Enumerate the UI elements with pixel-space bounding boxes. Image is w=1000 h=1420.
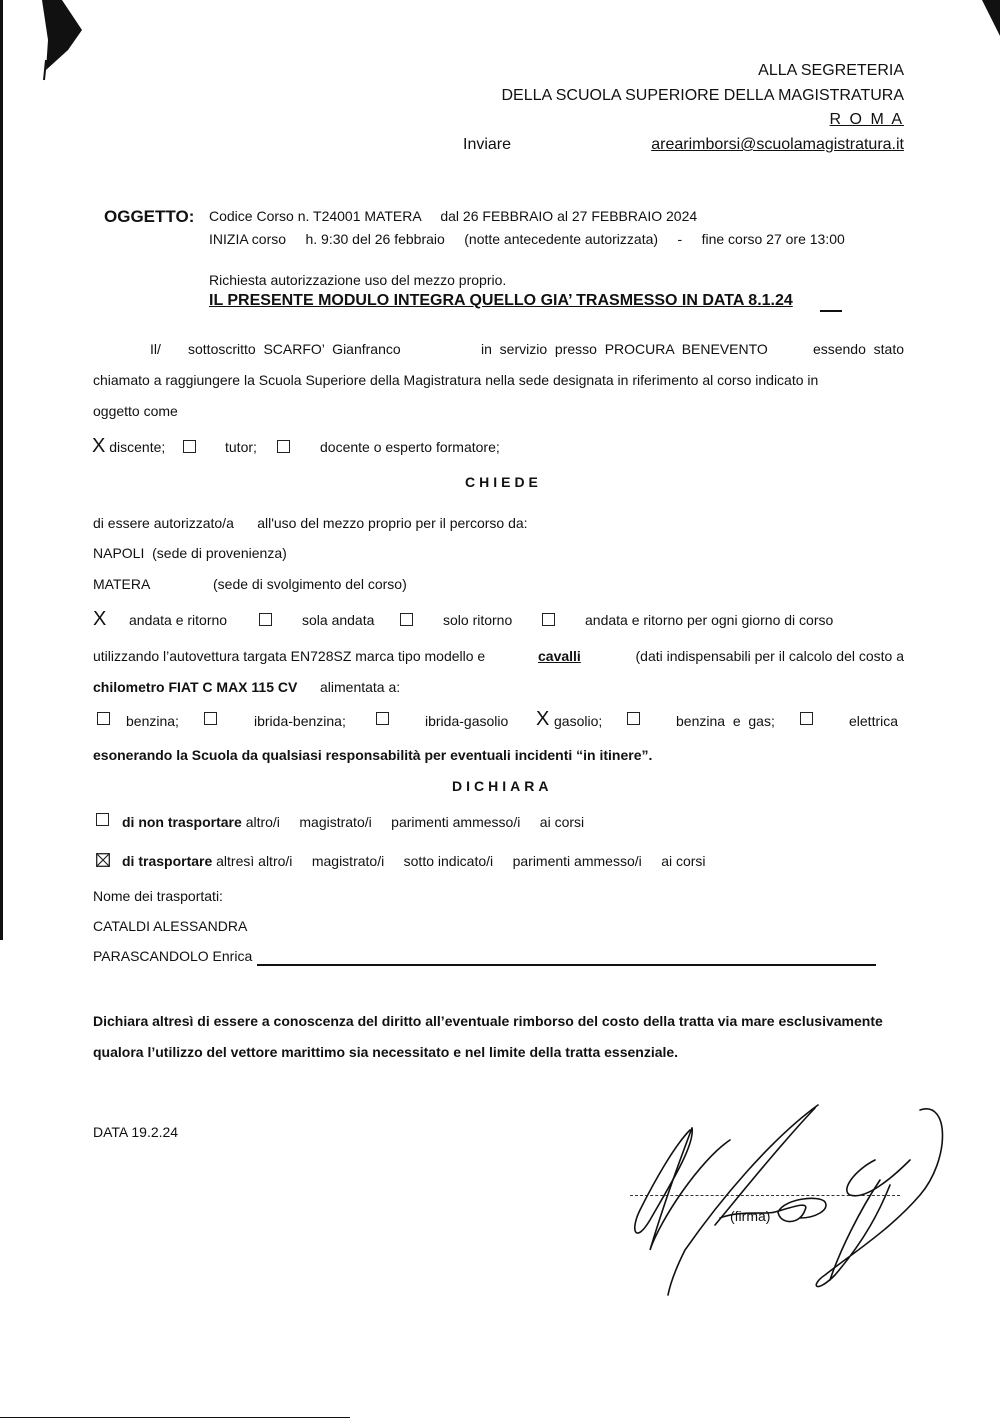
role-row xyxy=(92,436,165,456)
sea-line-2: qualora l’utilizzo del vettore marittimo sia necessitato e nel limite della tratta essenziale. xyxy=(93,1044,679,1060)
no-transport-rest: altro/i magistrato/i parimenti ammesso/i ai corsi xyxy=(245,814,585,830)
role-tutor-label: tutor; xyxy=(225,439,257,455)
fuel-gasolio-label: gasolio; xyxy=(554,713,603,729)
sea-line-1: Dichiara altresì di essere a conoscenza del diritto all’eventuale rimborso del costo della tratta via mare esclusivamente xyxy=(93,1013,883,1029)
liability-text: esonerando la Scuola da qualsiasi responsabilità per eventuali incidenti “in itinere”. xyxy=(93,747,653,763)
transport-bold: di trasportare xyxy=(122,853,213,869)
passenger-1: CATALDI ALESSANDRA xyxy=(93,918,248,934)
role-docente-checkbox[interactable] xyxy=(277,440,290,453)
fuel-elettrica-checkbox[interactable] xyxy=(800,712,813,725)
fuel-ibrida-benzina-label: ibrida-benzina; xyxy=(254,713,346,729)
subject-line-1: Codice Corso n. T24001 MATERA dal 26 FEBBRAIO al 27 FEBBRAIO 2024 xyxy=(209,208,698,224)
role-docente-label: docente o esperto formatore; xyxy=(320,439,500,455)
request-text: Richiesta autorizzazione uso del mezzo proprio. xyxy=(209,272,507,288)
addressee-line-1: ALLA SEGRETERIA xyxy=(758,62,904,79)
fuel-elettrica-label: elettrica xyxy=(849,713,899,729)
vehicle-line-1a: utilizzando l’autovettura targata EN728SZ marca tipo modello e xyxy=(93,648,486,664)
fuel-benzina-gas-checkbox[interactable] xyxy=(627,712,640,725)
handwritten-signature xyxy=(620,1100,950,1300)
no-transport-bold: di non trasportare xyxy=(122,814,242,830)
addressee-city: R O M A xyxy=(829,111,904,128)
fuel-benzina-checkbox[interactable] xyxy=(97,712,110,725)
trip-ogni-giorno-label: andata e ritorno per ogni giorno di corso xyxy=(585,612,834,628)
destination-note: (sede di svolgimento del corso) xyxy=(213,576,407,592)
scan-edge-left xyxy=(0,0,3,940)
integration-note-underline-extension xyxy=(820,310,842,312)
subject-line-2: INIZIA corso h. 9:30 del 26 febbraio (notte antecedente autorizzata) - fine corso 27 ore 13:00 xyxy=(209,231,845,247)
role-discente-mark[interactable]: X xyxy=(92,435,106,457)
intro-pronoun: Il/ xyxy=(150,341,161,357)
passengers-label: Nome dei trasportati: xyxy=(93,888,223,904)
passenger-2: PARASCANDOLO Enrica xyxy=(93,948,253,964)
date-text: DATA 19.2.24 xyxy=(93,1124,179,1140)
trip-solo-ritorno-label: solo ritorno xyxy=(443,612,513,628)
intro-line-2: chiamato a raggiungere la Scuola Superiore della Magistratura nella sede designata in riferimento al corso indicato in xyxy=(93,372,819,388)
transport-rest: altresì altro/i magistrato/i sotto indicato/i parimenti ammesso/i ai corsi xyxy=(216,853,706,869)
scan-edge-bottom xyxy=(0,1417,350,1418)
destination-city: MATERA xyxy=(93,576,151,592)
integration-note: IL PRESENTE MODULO INTEGRA QUELLO GIA’ TRASMESSO IN DATA 8.1.24 xyxy=(209,292,793,309)
trip-sola-andata-checkbox[interactable] xyxy=(259,613,272,626)
addressee-line-2: DELLA SCUOLA SUPERIORE DELLA MAGISTRATURA xyxy=(501,87,904,104)
fuel-gasolio-mark[interactable]: X xyxy=(536,708,550,730)
scan-mark-top-left xyxy=(28,0,88,90)
transport-checkbox-checked[interactable] xyxy=(96,853,110,867)
vehicle-line-1b: cavalli xyxy=(538,648,581,664)
role-discente-label: discente; xyxy=(109,439,166,455)
signature-label: (firma) xyxy=(730,1208,771,1224)
no-transport-checkbox[interactable] xyxy=(96,813,109,826)
intro-name: sottoscritto SCARFO’ Gianfranco xyxy=(188,341,401,357)
vehicle-line-2a: chilometro FIAT C MAX 115 CV xyxy=(93,679,298,695)
fuel-benzina-label: benzina; xyxy=(126,713,179,729)
fuel-ibrida-gasolio-checkbox[interactable] xyxy=(376,712,389,725)
origin-text: NAPOLI (sede di provenienza) xyxy=(93,545,287,561)
send-label: Inviare xyxy=(463,136,512,153)
trip-andata-ritorno-label: andata e ritorno xyxy=(129,612,228,628)
subject-label: OGGETTO: xyxy=(104,207,195,226)
vehicle-line-1c: (dati indispensabili per il calcolo del costo a xyxy=(635,648,904,664)
no-transport-row xyxy=(122,814,584,830)
intro-line-3: oggetto come xyxy=(93,403,178,419)
email-link[interactable]: arearimborsi@scuolamagistratura.it xyxy=(651,136,904,153)
scan-mark-top-right xyxy=(982,0,1000,40)
intro-status: essendo stato xyxy=(812,341,904,357)
chiede-heading: CHIEDE xyxy=(465,474,542,490)
fuel-ibrida-benzina-checkbox[interactable] xyxy=(204,712,217,725)
vehicle-line-2b: alimentata a: xyxy=(320,679,401,695)
transport-row xyxy=(122,853,706,869)
trip-solo-ritorno-checkbox[interactable] xyxy=(400,613,413,626)
trip-andata-ritorno-mark[interactable]: X xyxy=(93,608,107,630)
fuel-ibrida-gasolio-label: ibrida-gasolio xyxy=(425,713,509,729)
trip-ogni-giorno-checkbox[interactable] xyxy=(542,613,555,626)
intro-office: in servizio presso PROCURA BENEVENTO xyxy=(481,341,768,357)
trip-sola-andata-label: sola andata xyxy=(302,612,375,628)
passenger-fill-line xyxy=(257,964,876,966)
dichiara-heading: DICHIARA xyxy=(452,778,553,794)
fuel-benzina-gas-label: benzina e gas; xyxy=(676,713,775,729)
role-tutor-checkbox[interactable] xyxy=(183,440,196,453)
chiede-line-1: di essere autorizzato/a all'uso del mezzo proprio per il percorso da: xyxy=(93,515,528,531)
